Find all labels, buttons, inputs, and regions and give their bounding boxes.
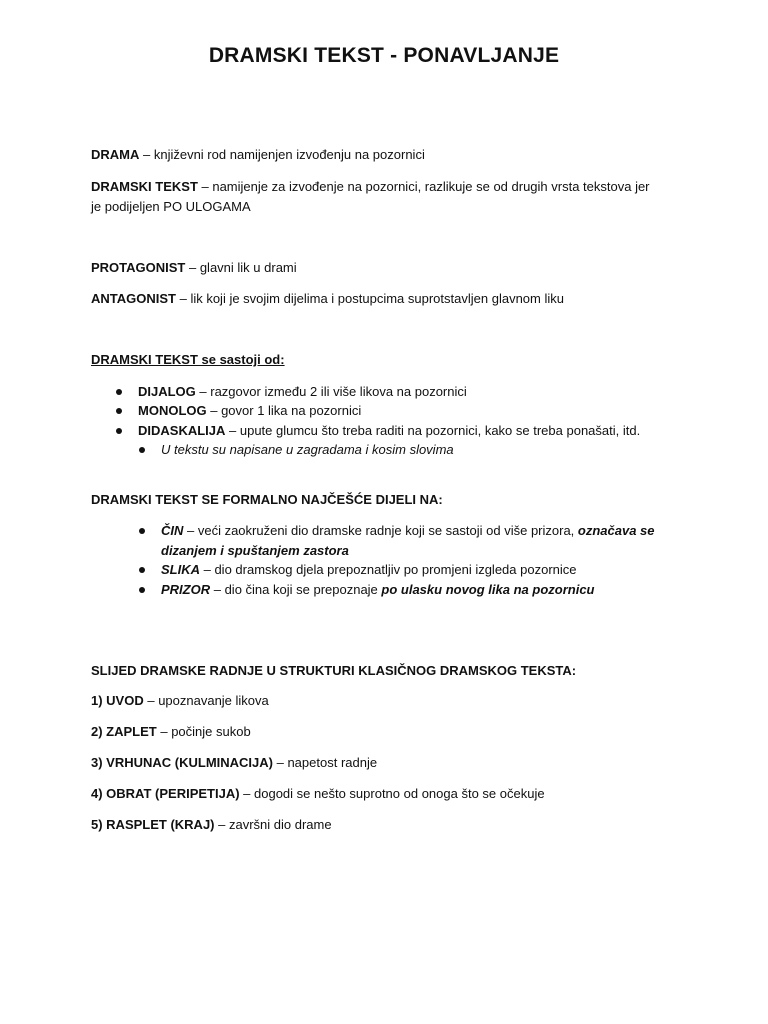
item-term: MONOLOG (138, 403, 207, 418)
section1-heading: DRAMSKI TEKST se sastoji od: (91, 352, 285, 367)
plot-stage-item (91, 753, 681, 773)
plot-stage-item (91, 815, 681, 835)
item-term: SLIKA (161, 562, 200, 577)
definition-term: DRAMA (91, 147, 140, 162)
list-subitem (161, 440, 454, 460)
item-text: – dio čina koji se prepoznaje (210, 582, 382, 597)
item-text: – veći zaokruženi dio dramske radnje koji se sastoji od više prizora, (183, 523, 578, 538)
stage-text: – upoznavanje likova (143, 693, 269, 708)
stage-term: 2) ZAPLET (91, 724, 157, 739)
item-term: PRIZOR (161, 582, 211, 597)
definition-text: – književni rod namijenjen izvođenju na pozornici (139, 147, 425, 162)
plot-stage-item (91, 691, 681, 711)
definition-term: PROTAGONIST (91, 260, 186, 275)
item-term: DIJALOG (138, 384, 196, 399)
list-item (138, 421, 698, 441)
item-term: ČIN (161, 523, 184, 538)
bullet-icon (116, 389, 122, 395)
stage-text: – napetost radnje (273, 755, 378, 770)
bullet-icon (139, 587, 145, 593)
bullet-icon (139, 447, 145, 453)
definition-text: – lik koji je svojim dijelima i postupcima suprotstavljen glavnom liku (175, 291, 564, 306)
stage-text: – završni dio drame (214, 817, 332, 832)
definition-text: – glavni lik u drami (185, 260, 297, 275)
stage-text: – dogodi se nešto suprotno od onoga što se očekuje (239, 786, 545, 801)
subitem-text: U tekstu su napisane u zagradama i kosim slovima (161, 442, 454, 457)
definition-term: ANTAGONIST (91, 291, 176, 306)
list-item (161, 560, 577, 580)
section2-heading: DRAMSKI TEKST SE FORMALNO NAJČEŠĆE DIJELI NA: (91, 492, 443, 507)
list-item (161, 580, 594, 600)
definition-antagonist (91, 289, 681, 309)
item-term: DIDASKALIJA (138, 423, 226, 438)
bullet-icon (139, 567, 145, 573)
list-item (161, 521, 661, 560)
definition-text: – namijenje za izvođenje na pozornici, razlikuje se od drugih vrsta tekstova jer je podijeljen PO ULOGAMA (91, 179, 650, 214)
plot-stage-item (91, 722, 681, 742)
definition-dramski-tekst (91, 177, 661, 216)
definition-protagonist (91, 258, 681, 278)
bullet-icon (139, 528, 145, 534)
stage-term: 3) VRHUNAC (KULMINACIJA) (91, 755, 273, 770)
bullet-icon (116, 408, 122, 414)
definition-term: DRAMSKI TEKST (91, 179, 198, 194)
stage-term: 4) OBRAT (PERIPETIJA) (91, 786, 240, 801)
list-item (138, 401, 361, 421)
plot-stage-item (91, 784, 681, 804)
item-text: – razgovor između 2 ili više likova na pozornici (195, 384, 467, 399)
item-text: – dio dramskog djela prepoznatljiv po promjeni izgleda pozornice (200, 562, 577, 577)
item-emphasis: označava se dizanjem i spuštanjem zastora (161, 523, 655, 558)
definition-drama (91, 145, 681, 165)
item-text: – govor 1 lika na pozornici (206, 403, 362, 418)
stage-text: – počinje sukob (156, 724, 251, 739)
bullet-icon (116, 428, 122, 434)
item-text: – upute glumcu što treba raditi na pozornici, kako se treba ponašati, itd. (225, 423, 641, 438)
page-title: DRAMSKI TEKST - PONAVLJANJE (208, 44, 560, 67)
stage-term: 5) RASPLET (KRAJ) (91, 817, 215, 832)
list-item (138, 382, 467, 402)
section3-heading: SLIJED DRAMSKE RADNJE U STRUKTURI KLASIČNOG DRAMSKOG TEKSTA: (91, 663, 577, 678)
item-emphasis: po ulasku novog lika na pozornicu (381, 582, 595, 597)
stage-term: 1) UVOD (91, 693, 144, 708)
